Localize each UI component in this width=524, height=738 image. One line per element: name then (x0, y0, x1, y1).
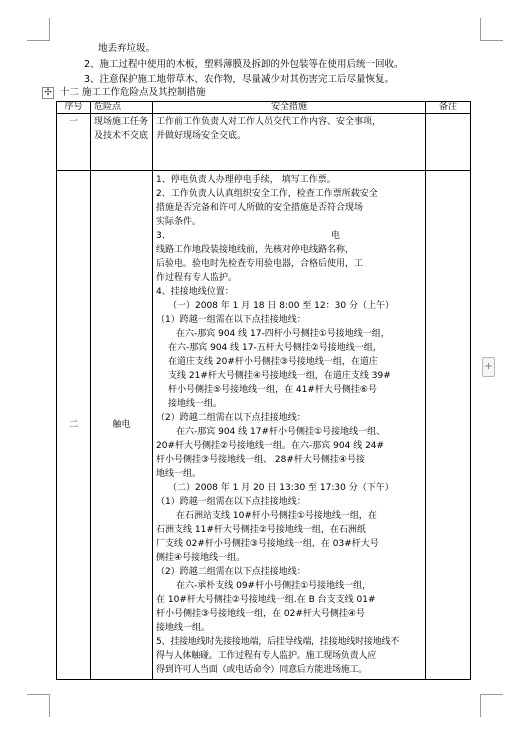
measure-line: 线路工作地段装接地线前，先核对停电线路名称， (156, 245, 355, 255)
measure-line: 作过程有专人监护。 (156, 273, 238, 283)
measure-line: 接地线一组。 (168, 399, 223, 409)
measure-line: 在六-那宾 904 线 17-五杆大号侧挂②号接地线一组， (168, 343, 382, 353)
add-column-icon[interactable]: + (482, 357, 495, 377)
row-number: 二 (57, 171, 91, 680)
measure-line: 接地线一组。 (156, 623, 211, 633)
measure-line: 厂支线 02#杆小号侧挂③号接地线一组，在 03#杆大号 (156, 539, 379, 549)
measure-line: 得到许可人当面（或电话命令）同意后方能进场施工。 (156, 665, 368, 675)
measure-line: 在六-那宾 904 线 17#杆小号侧挂①号接地线一组、 (176, 427, 386, 437)
note-cell (426, 114, 471, 171)
crop-mark-bottom-right (480, 694, 503, 717)
crop-mark-bottom-left (27, 694, 50, 717)
table-move-handle-icon[interactable]: ✣ (42, 87, 54, 99)
measure-line: 在六-承朴支线 09#杆小号侧挂①号接地线一组， (176, 581, 372, 591)
measure-line: 20#杆大号侧挂②号接地线一组。在六-那宾 904 线 24# (156, 441, 385, 451)
measure-line: 在六-那宾 904 线 17-四杆小号侧挂①号接地线一组， (176, 329, 390, 339)
measure-line: （1）跨越一组需在以下点挂接地线： (156, 497, 306, 507)
measure-line: 5、挂接地线时先接接地端，后挂导线端，挂接地线时接地线不 (156, 637, 400, 647)
measure-line: （二）2008 年 1 月 20 日 13:30 至 17:30 分（下午） (168, 483, 394, 493)
table-header-row (57, 102, 471, 114)
measure-line: （2）跨越二组需在以下点挂接地线： (156, 567, 306, 577)
paragraph-line-1: 地丢弃垃圾。 (98, 43, 156, 54)
measure-line: 支线 21#杆大号侧挂④号接地线一组，在道庄支线 39# (168, 371, 391, 381)
measure-line: 在 10#杆大号侧挂②号接地线一组.在 B 台支支线 01# (156, 595, 376, 605)
header-no: 序号 (57, 102, 91, 114)
measure-line: 地线一组。 (156, 469, 202, 479)
hazard-cell: 现场施工任务及技术不交底 (91, 114, 153, 171)
table-row (57, 114, 471, 171)
measure-line: 在石洲站支线 10#杆小号侧挂①号接地线一组，在 (176, 511, 377, 521)
measure-line: 后验电。验电时先检查专用验电器，合格后使用，工 (156, 259, 364, 269)
measure-line: 1、停电负责人办理停电手续， 填写工作票。 (156, 175, 336, 185)
crop-mark-top-left (27, 18, 50, 41)
measure-line: 石洲支线 11#杆大号侧挂②号接地线一组，在石洲纸 (156, 525, 366, 535)
table-row (57, 171, 471, 680)
measure-line: 工作前工作负责人对工作人员交代工作内容、安全事项， (156, 117, 382, 127)
hazard-cell: 触电 (91, 171, 153, 680)
measure-line: 杆小号侧挂③号接地线一组、 28#杆大号侧挂④号接 (156, 455, 365, 465)
measures-cell (153, 114, 426, 171)
measure-line: 3、 电 (156, 231, 340, 241)
paragraph-line-2: 2、施工过程中使用的木板，塑料薄膜及拆卸的外包装等在使用后统一回收。 (84, 59, 404, 70)
measure-line: 杆小号侧挂⑤号接地线一组，在 41#杆大号侧挂⑥号 (168, 385, 377, 395)
note-cell (426, 171, 471, 680)
measure-line: （1）跨越一组需在以下点挂接地线： (156, 315, 306, 325)
measure-line: 实际条件。 (156, 217, 202, 227)
crop-mark-top-right (480, 18, 503, 41)
measure-line: 得与人体触碰。工作过程有专人监护。施工现场负责人应 (156, 651, 377, 661)
paragraph-line-3: 3、注意保护施工地带草木、农作物，尽量减少对其伤害完工后尽量恢复。 (84, 74, 395, 85)
measure-line: 在道庄支线 20#杆小号侧挂③号接地线一组，在道庄 (168, 357, 378, 367)
measure-line: 侧挂④号接地线一组。 (156, 553, 246, 563)
section-title: 十二 施工工作危险点及其控制措施 (60, 87, 206, 98)
measure-line: 并做好现场安全交底。 (156, 131, 247, 141)
hazard-table (56, 101, 471, 680)
measure-line: （2）跨越二组需在以下点挂接地线： (156, 413, 306, 423)
measure-line: 4、挂接地线位置： (156, 287, 234, 297)
row-number: 一 (57, 114, 91, 171)
measure-line: 措施是否完备和许可人所做的安全措施是否符合现场 (156, 203, 364, 213)
measure-line: （一）2008 年 1 月 18 日 8:00 至 12：30 分（上午） (168, 301, 394, 311)
header-hazard: 危险点 (91, 102, 153, 114)
measure-line: 杆小号侧挂③号接地线一组，在 02#杆大号侧挂④号 (156, 609, 365, 619)
measures-cell (153, 171, 426, 680)
header-measures: 安全措施 (153, 102, 426, 114)
header-note: 备注 (426, 102, 471, 114)
measure-line: 2、工作负责人认真组织安全工作，检查工作票所载安全 (156, 189, 378, 199)
